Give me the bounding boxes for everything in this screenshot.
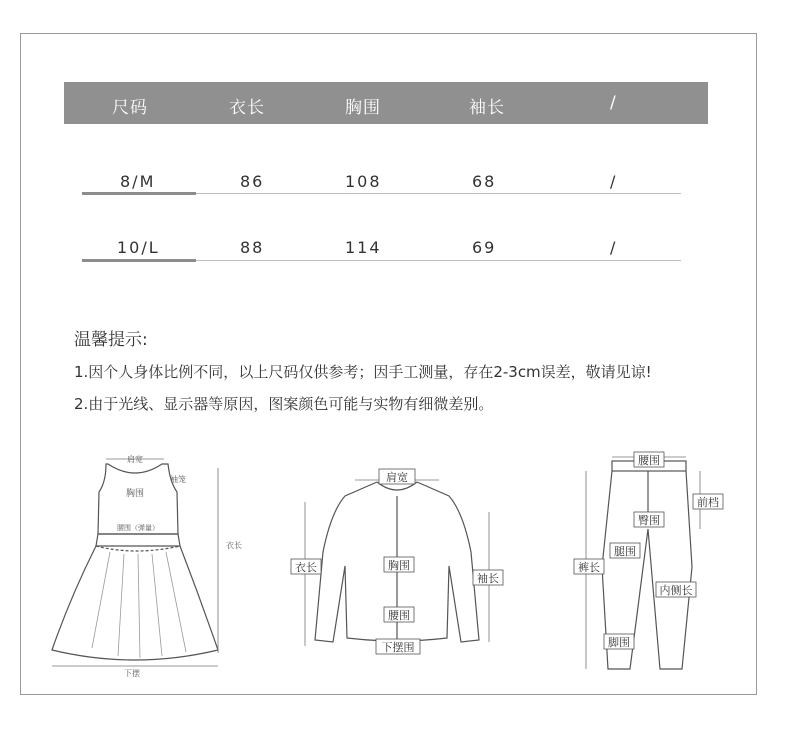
label-thigh: 腿围	[614, 545, 636, 558]
dress-diagram	[40, 448, 240, 678]
label-waist: 腰围	[638, 454, 660, 467]
label-shoulder: 肩宽	[127, 455, 143, 464]
size-table-header	[64, 82, 708, 124]
label-chest: 胸围	[388, 559, 410, 572]
header-size: 尺码	[112, 98, 148, 118]
cell-size: 8/M	[120, 172, 156, 191]
cell-length: 88	[240, 238, 265, 257]
cell-length: 86	[240, 172, 265, 191]
row-marker	[82, 192, 196, 195]
cell-extra: /	[610, 172, 618, 191]
cell-extra: /	[610, 238, 618, 257]
header-chest: 胸围	[345, 98, 381, 118]
cell-sleeve: 68	[472, 172, 497, 191]
label-chest: 胸围	[125, 489, 145, 499]
notes-title: 温馨提示:	[74, 330, 148, 350]
label-waist: 腰围	[388, 609, 410, 622]
label-hem: 下摆围	[381, 641, 415, 654]
shirt-diagram	[285, 462, 510, 662]
cell-sleeve: 69	[472, 238, 497, 257]
header-extra: /	[610, 93, 617, 113]
header-length: 衣长	[229, 98, 265, 118]
label-length: 裤长	[578, 561, 600, 574]
label-length: 衣长	[226, 541, 242, 550]
header-sleeve: 袖长	[469, 98, 505, 118]
label-hip: 臀围	[638, 514, 660, 527]
label-sleeve: 袖长	[477, 572, 499, 585]
label-waist: 腰围（弹量）	[117, 524, 159, 532]
row-marker	[82, 259, 196, 262]
label-length: 衣长	[295, 561, 317, 574]
label-shoulder: 肩宽	[386, 471, 408, 484]
label-hem: 下摆	[124, 669, 140, 678]
cell-chest: 114	[345, 238, 382, 257]
label-inseam: 内侧长	[659, 584, 693, 597]
notes-line-2: 2.由于光线、显示器等原因，图案颜色可能与实物有细微差别。	[74, 395, 494, 413]
cell-size: 10/L	[117, 238, 160, 257]
label-armhole: 袖笼	[170, 475, 186, 484]
cell-chest: 108	[345, 172, 382, 191]
notes-block	[74, 325, 652, 425]
pants-diagram	[568, 447, 728, 679]
label-front-rise: 前档	[697, 496, 719, 509]
notes-line-1: 1.因个人身体比例不同，以上尺码仅供参考；因手工测量，存在2-3cm误差，敬请见谅!	[74, 363, 652, 381]
label-ankle: 脚围	[608, 636, 630, 649]
